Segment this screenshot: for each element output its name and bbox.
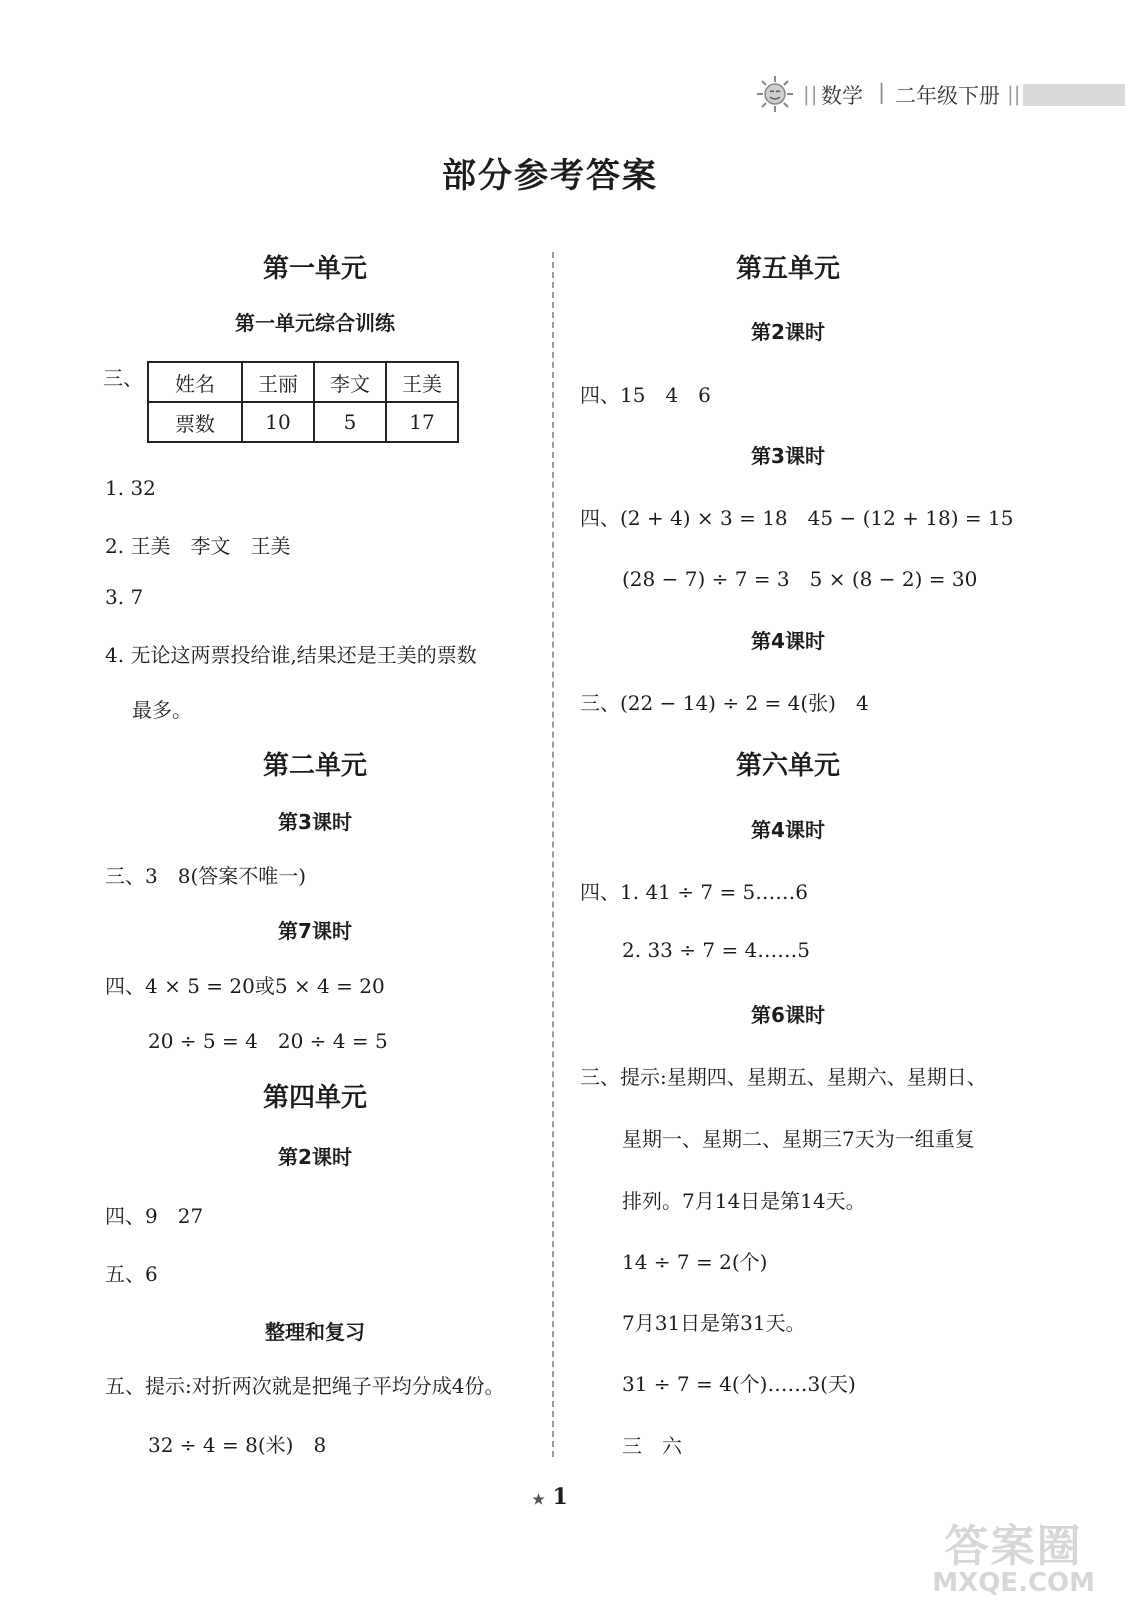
table-cell: 姓名	[148, 362, 242, 402]
answer-line: 三 六	[622, 1434, 682, 1458]
lesson-title: 第2课时	[278, 1145, 352, 1169]
unit4-title: 第四单元	[262, 1083, 367, 1113]
answer-line: 四、(2 + 4) × 3 = 18 45 − (12 + 18) = 15	[580, 506, 1014, 530]
answer-line: (28 − 7) ÷ 7 = 3 5 × (8 − 2) = 30	[622, 567, 978, 591]
page-header	[755, 74, 1125, 114]
answer-line: 1. 32	[105, 476, 156, 500]
lesson-title: 第3课时	[278, 810, 352, 834]
lesson-title: 第3课时	[751, 444, 825, 468]
answer-line: 三、(22 − 14) ÷ 2 = 4(张) 4	[580, 691, 869, 715]
unit1-title: 第一单元	[262, 254, 367, 284]
table-cell: 5	[314, 402, 386, 442]
answer-line: 排列。7月14日是第14天。	[622, 1189, 866, 1213]
header-bars-right: ||	[1007, 82, 1021, 106]
header-subject: 数学	[821, 84, 863, 108]
table-cell: 17	[386, 402, 458, 442]
page-number: 1	[552, 1484, 568, 1510]
watermark-url: MXQE.COM	[932, 1568, 1095, 1598]
unit6-title: 第六单元	[735, 751, 840, 781]
unit5-title: 第五单元	[735, 254, 840, 284]
vote-table	[147, 361, 459, 443]
lesson-title: 整理和复习	[265, 1320, 365, 1344]
unit1-question-label: 三、	[103, 366, 143, 390]
unit1-section: 第一单元综合训练	[235, 311, 395, 335]
answer-line: 2. 王美 李文 王美	[105, 534, 291, 558]
table-row	[148, 402, 458, 442]
answer-line: 31 ÷ 7 = 4(个)……3(天)	[622, 1372, 856, 1396]
answer-line: 7月31日是第31天。	[622, 1311, 806, 1335]
watermark-text: 答案圈	[944, 1521, 1083, 1572]
answer-line: 五、6	[105, 1262, 158, 1286]
lesson-title: 第2课时	[751, 320, 825, 344]
sun-icon	[755, 74, 795, 114]
watermark-logo	[932, 1510, 1095, 1598]
answer-line: 14 ÷ 7 = 2(个)	[622, 1250, 768, 1274]
table-cell: 王美	[386, 362, 458, 402]
lesson-title: 第7课时	[278, 919, 352, 943]
header-grey-bar	[1023, 84, 1125, 106]
header-separator: |	[878, 80, 886, 104]
answer-line: 2. 33 ÷ 7 = 4……5	[622, 938, 811, 962]
answer-line: 四、1. 41 ÷ 7 = 5……6	[580, 880, 809, 904]
unit2-title: 第二单元	[262, 751, 367, 781]
table-cell: 10	[242, 402, 314, 442]
answer-line: 20 ÷ 5 = 4 20 ÷ 4 = 5	[148, 1029, 388, 1053]
answer-line: 三、3 8(答案不唯一)	[105, 864, 307, 888]
table-row	[148, 362, 458, 402]
answer-line: 四、9 27	[105, 1204, 204, 1228]
answer-line: 32 ÷ 4 = 8(米) 8	[148, 1433, 327, 1457]
answer-line: 四、4 × 5 = 20或5 × 4 = 20	[105, 974, 385, 998]
table-cell: 李文	[314, 362, 386, 402]
header-bars-left: ||	[803, 82, 819, 106]
answer-line: 星期一、星期二、星期三7天为一组重复	[622, 1127, 975, 1151]
lesson-title: 第6课时	[751, 1003, 825, 1027]
column-divider	[552, 252, 554, 1457]
answer-line: 最多。	[132, 698, 192, 722]
page-footer	[0, 1484, 1100, 1510]
star-icon: ★	[532, 1492, 545, 1508]
answer-line: 五、提示:对折两次就是把绳子平均分成4份。	[105, 1374, 505, 1398]
answer-line: 三、提示:星期四、星期五、星期六、星期日、	[580, 1065, 987, 1089]
lesson-title: 第4课时	[751, 818, 825, 842]
answer-line: 四、15 4 6	[580, 383, 711, 407]
lesson-title: 第4课时	[751, 629, 825, 653]
table-cell: 王丽	[242, 362, 314, 402]
table-cell: 票数	[148, 402, 242, 442]
header-grade: 二年级下册	[895, 84, 1000, 108]
answer-line: 3. 7	[105, 585, 144, 609]
answer-line: 4. 无论这两票投给谁,结果还是王美的票数	[105, 643, 477, 667]
page-title: 部分参考答案	[442, 156, 658, 196]
